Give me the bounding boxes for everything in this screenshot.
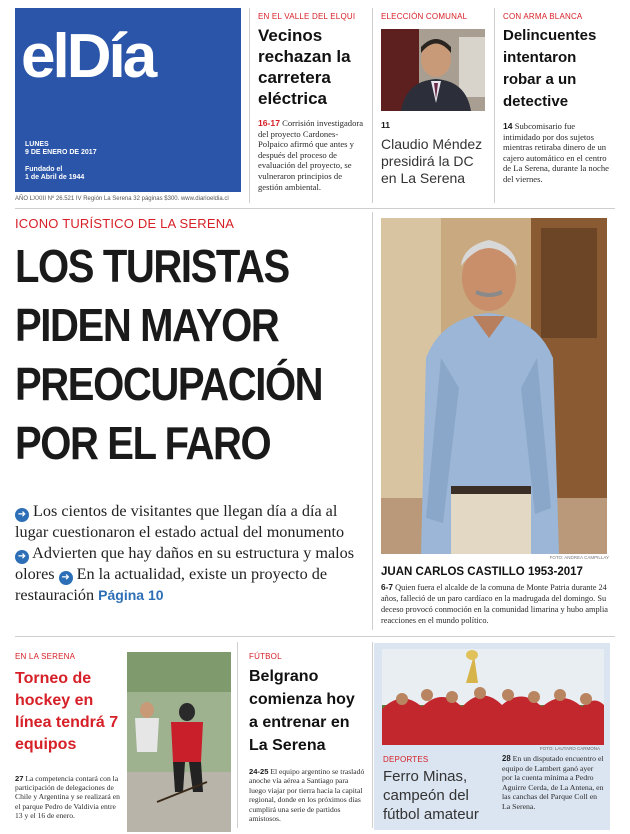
story-tag: ELECCIÓN COMUNAL: [381, 12, 468, 21]
main-bullet-2: Advierten que hay daños en su estructura y malos olores: [15, 543, 355, 583]
story-body: [249, 767, 365, 823]
logo: elDía: [21, 22, 155, 91]
story-body-text: Corrisión investigadora del proyecto Cardones-Polpaico afirmó que antes y después del proceso de evaluación del proyecto, se vulneraron principios de gestión ambiental.: [258, 118, 364, 192]
story-headline[interactable]: Belgrano comienza hoy a entrenar en La Serena: [249, 668, 355, 754]
main-bullet-3: En la actualidad, existe un proyecto de restauración: [15, 564, 328, 604]
photo-credit: FOTO: ANDREA CAMPILLAY: [549, 555, 609, 560]
photo-credit: FOTO: LAUTARO CARMONA: [539, 746, 600, 751]
main-headline-line-4: POR EL FARO: [15, 417, 271, 469]
story-body: [258, 118, 366, 192]
story-tag: EN EL VALLE DEL ELQUI: [258, 12, 356, 21]
main-headline[interactable]: [15, 237, 363, 473]
ferro-minas-photo: [382, 649, 604, 745]
masthead-day: LUNES: [25, 141, 49, 148]
story-tag: FÚTBOL: [249, 652, 282, 661]
story-body-text: La competencia contará con la participación de delegaciones de Chile y Argentina y se realizará en el parque Pedro de Valdivia entre 13 y el 16 de enero.: [15, 774, 120, 820]
page-number: 6-7: [381, 582, 393, 592]
bottom-story-belgrano[interactable]: [249, 652, 365, 823]
castillo-photo: [381, 218, 607, 554]
story-body: [502, 754, 604, 812]
masthead-founded-date: 1 de Abril de 1944: [25, 174, 85, 181]
main-story[interactable]: [15, 216, 367, 628]
page-number: 16-17: [258, 118, 280, 128]
hockey-photo: [127, 652, 231, 832]
main-headline-line-2: PIDEN MAYOR: [15, 299, 279, 351]
story-body-text: En un disputado encuentro el equipo de Lambert ganó ayer por la cuenta mínima a Pedro Aguirre Cerda, de La Antena, en las canchas del Parque Coll en La Serena.: [502, 754, 604, 811]
page-number: 28: [502, 754, 511, 763]
main-page-link[interactable]: Página 10: [98, 586, 164, 603]
obituary-body-text: Quien fuera el alcalde de la comuna de Monte Patria durante 24 años, falleció de un paro cardíaco en la madrugada del domingo. Su deceso provocó conmoción en la comunidad limarina y hubo amplia reacciones en el mundo político.: [381, 583, 608, 625]
masthead: [15, 8, 241, 192]
obituary-body: [381, 582, 609, 626]
story-body: [503, 121, 613, 185]
story-tag: CON ARMA BLANCA: [503, 12, 583, 21]
mendez-photo: [381, 29, 485, 111]
main-headline-line-3: PREOCUPACIÓN: [15, 358, 323, 410]
arrow-right-circle-icon: ➜: [15, 550, 29, 564]
top-story-delincuentes[interactable]: [503, 12, 613, 185]
story-headline[interactable]: Vecinos rechazan la carretera eléctrica: [258, 26, 351, 108]
story-headline[interactable]: Torneo de hockey en línea tendrá 7 equipos: [15, 670, 119, 753]
main-headline-line-1: LOS TURISTAS: [15, 240, 289, 292]
arrow-right-circle-icon: ➜: [59, 571, 73, 585]
main-kicker: ICONO TURÍSTICO DE LA SERENA: [15, 216, 235, 231]
arrow-right-circle-icon: ➜: [15, 508, 29, 522]
main-bullet-1: Los cientos de visitantes que llegan día a día al lugar cuestionaron el estado actual del monumento: [15, 502, 345, 541]
top-story-mendez[interactable]: [381, 12, 487, 186]
page-number: 24-25: [249, 767, 269, 776]
story-tag: DEPORTES: [383, 755, 429, 764]
page-number: 14: [503, 121, 513, 131]
masthead-footer-line: AÑO LXXIII Nº 26.521 IV Región La Serena 32 páginas $300. www.diarioeldia.cl: [15, 196, 229, 202]
page-number: [381, 120, 390, 131]
main-deck: [15, 501, 360, 605]
masthead-date: 9 DE ENERO DE 2017: [25, 149, 97, 156]
top-story-vecinos[interactable]: [258, 12, 366, 192]
obituary-title[interactable]: JUAN CARLOS CASTILLO 1953-2017: [381, 566, 583, 578]
story-body-text: Subcomisario fue intimidado por dos sujetos mientras retiraba dinero de un cajero automático en el centro de La Serena, durante la noche del viernes.: [503, 121, 609, 184]
page-number: 27: [15, 774, 24, 783]
story-headline[interactable]: Delincuentes intentaron robar a un detective: [503, 27, 597, 110]
story-tag: EN LA SERENA: [15, 652, 76, 661]
story-body-text: El equipo argentino se trasladó anoche vía aérea a Santiago para luego viajar por tierra hacia la capital regional, donde en los próximos días cumplirá una serie de partidos amistosos.: [249, 767, 365, 824]
story-headline[interactable]: Claudio Méndez presidirá la DC en La Serena: [381, 136, 483, 186]
bottom-story-hockey[interactable]: [15, 652, 235, 832]
story-headline[interactable]: Ferro Minas, campeón del fútbol amateur: [383, 768, 479, 823]
story-body: [15, 774, 123, 820]
bottom-story-ferro-minas[interactable]: [374, 643, 610, 830]
masthead-founded-label: Fundado el: [25, 166, 63, 173]
page-number-value: 11: [381, 120, 391, 130]
